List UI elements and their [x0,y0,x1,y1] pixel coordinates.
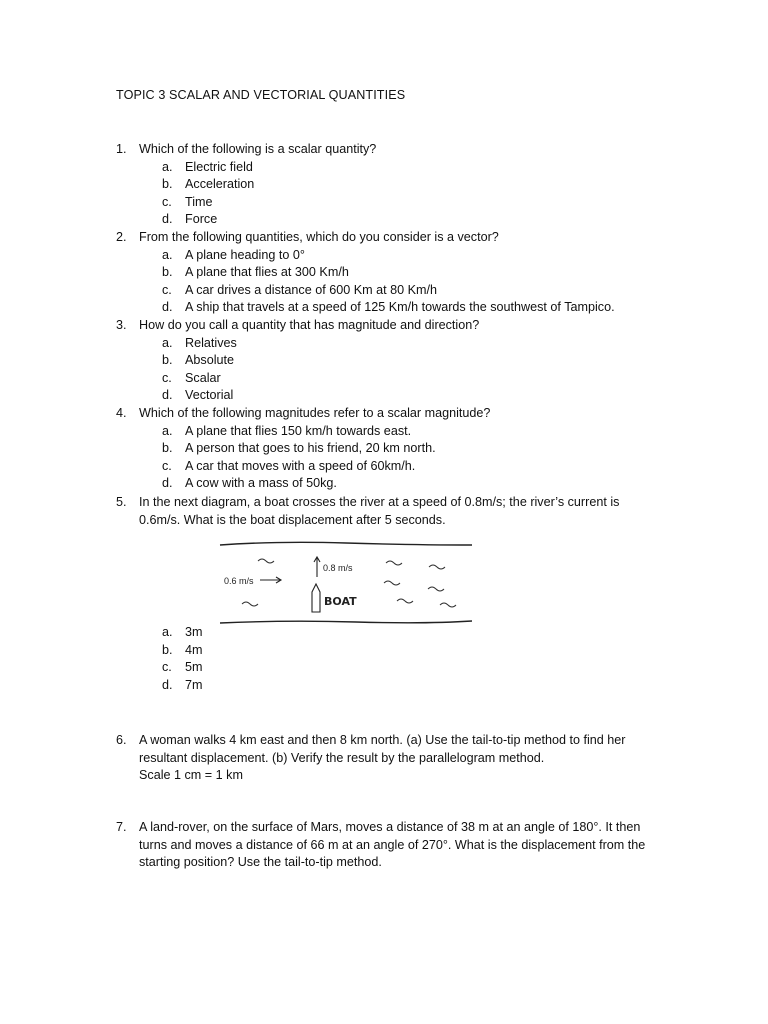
question-number: 7. [116,820,127,834]
option-letter: a. [162,247,173,262]
option-letter: a. [162,335,173,350]
question-stem-line: turns and moves a distance of 66 m at an angle of 270°. What is the displacement from the [139,837,646,852]
question-stem: How do you call a quantity that has magnitude and direction? [139,318,480,332]
question-3 [116,317,676,405]
option-text: 3m [185,625,203,639]
question-stem-line: In the next diagram, a boat crosses the river at a speed of 0.8m/s; the river’s current is [139,495,620,509]
option-letter: a. [162,159,173,174]
option-c [116,282,676,300]
page-title: TOPIC 3 SCALAR AND VECTORIAL QUANTITIES [116,88,406,102]
current-label: 0.6 m/s [224,576,254,586]
option-c [116,458,676,476]
option-d [116,211,676,229]
option-text: A car that moves with a speed of 60km/h. [185,458,416,473]
option-text: Relatives [185,335,237,350]
option-text: 4m [185,642,203,657]
option-text: A car drives a distance of 600 Km at 80 Km/h [185,282,438,297]
option-text: A plane that flies 150 km/h towards east. [185,423,412,438]
option-letter: a. [162,625,173,639]
boat-speed-label: 0.8 m/s [323,563,353,573]
option-b [116,352,676,370]
option-text: 5m [185,660,203,675]
option-d [116,475,676,493]
option-letter: b. [162,177,173,192]
option-letter: c. [162,370,172,385]
option-a [116,247,676,265]
option-a [116,624,676,642]
option-a [116,335,676,353]
option-text: A person that goes to his friend, 20 km north. [185,441,436,456]
option-letter: d. [162,388,173,403]
option-b [116,440,676,458]
question-number: 2. [116,230,127,244]
option-a [116,423,676,441]
option-letter: c. [162,194,172,209]
option-letter: d. [162,300,173,315]
option-b [116,264,676,282]
option-b [116,176,676,194]
option-d [116,299,676,317]
boat-shape [312,584,320,612]
question-6 [116,732,676,785]
question-stem-line: 0.6m/s. What is the boat displacement after 5 seconds. [139,512,446,527]
option-text: Force [185,212,218,227]
option-text: 7m [185,677,203,692]
question-scale-note: Scale 1 cm = 1 km [139,768,243,783]
option-letter: a. [162,423,173,438]
option-text: Vectorial [185,388,234,403]
question-stem: From the following quantities, which do you consider is a vector? [139,230,499,244]
question-stem-line: A woman walks 4 km east and then 8 km north. (a) Use the tail-to-tip method to find her [139,733,626,747]
option-letter: c. [162,458,172,473]
option-a [116,159,676,177]
question-stem-line: starting position? Use the tail-to-tip method. [139,855,382,870]
option-text: A ship that travels at a speed of 125 Km/h towards the southwest of Tampico. [185,300,615,315]
option-b [116,642,676,660]
boat-label: BOAT [324,595,357,608]
river-bank-bottom [220,621,472,623]
option-letter: b. [162,441,173,456]
question-number: 4. [116,406,127,420]
option-text: Time [185,194,213,209]
river-diagram [216,537,476,635]
river-diagram-svg [216,537,476,635]
option-d [116,677,676,695]
option-letter: d. [162,677,173,692]
question-5 [116,494,676,529]
option-letter: d. [162,476,173,491]
question-7 [116,819,676,872]
question-stem: Which of the following is a scalar quantity? [139,142,377,156]
question-number: 1. [116,142,127,156]
question-number: 3. [116,318,127,332]
option-text: Electric field [185,159,253,174]
question-stem-line: resultant displacement. (b) Verify the result by the parallelogram method. [139,750,545,765]
option-c [116,370,676,388]
option-letter: c. [162,282,172,297]
question-number: 6. [116,733,127,747]
option-text: A cow with a mass of 50kg. [185,476,337,491]
option-letter: c. [162,660,172,675]
option-d [116,387,676,405]
option-text: A plane that flies at 300 Km/h [185,265,349,280]
question-2 [116,229,676,317]
option-c [116,659,676,677]
option-letter: d. [162,212,173,227]
question-1 [116,141,676,229]
question-number: 5. [116,495,127,509]
option-c [116,194,676,212]
river-bank-top [220,542,472,545]
option-letter: b. [162,642,173,657]
question-stem-line: A land-rover, on the surface of Mars, moves a distance of 38 m at an angle of 180°. It then [139,820,641,834]
option-text: Absolute [185,353,235,368]
option-text: A plane heading to 0° [185,247,305,262]
option-letter: b. [162,353,173,368]
question-4 [116,405,676,493]
option-text: Scalar [185,370,221,385]
question-5-options [116,624,676,694]
question-stem: Which of the following magnitudes refer to a scalar magnitude? [139,406,491,420]
option-text: Acceleration [185,177,255,192]
option-letter: b. [162,265,173,280]
